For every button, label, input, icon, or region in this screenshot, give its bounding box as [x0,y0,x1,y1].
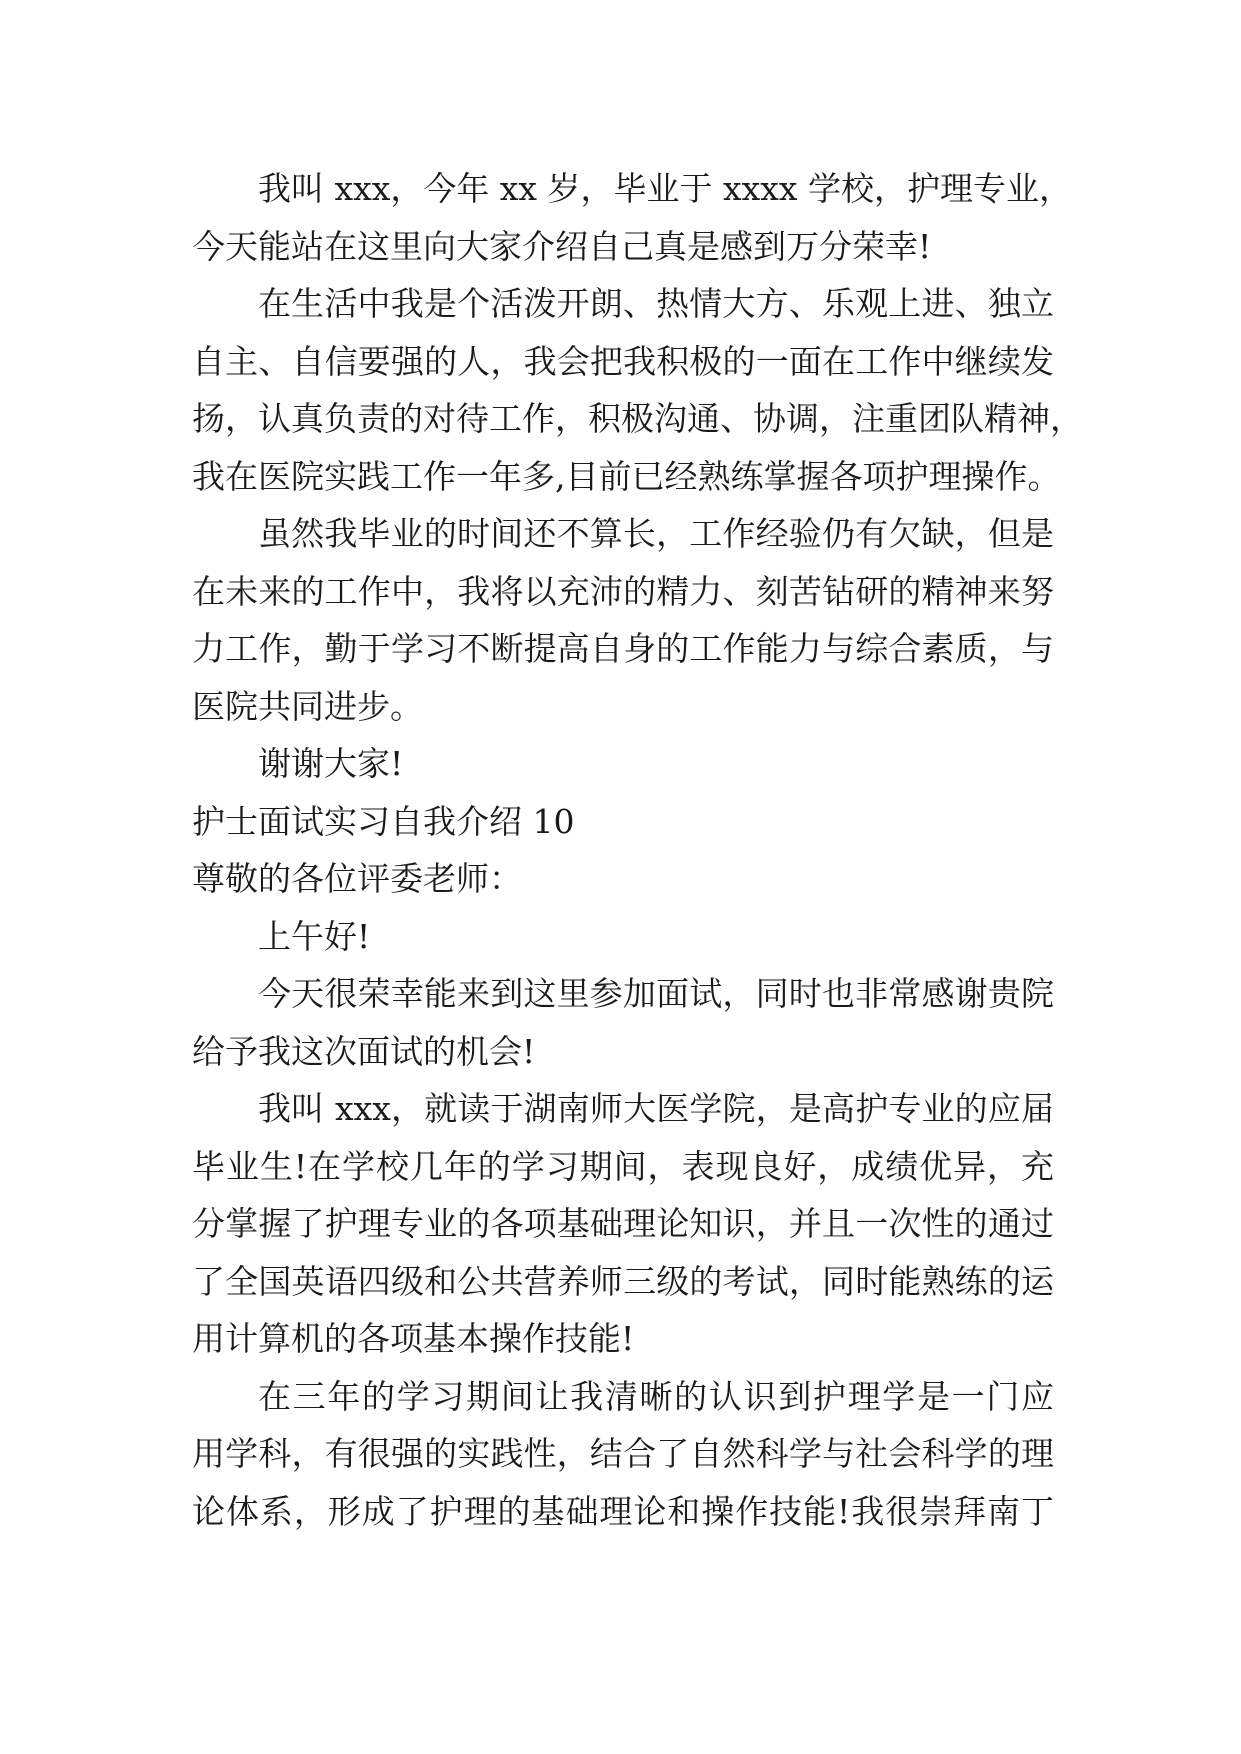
text-line: 扬，认真负责的对待工作，积极沟通、协调，注重团队精神， [192,399,1083,438]
text-line: 论体系，形成了护理的基础理论和操作技能!我很崇拜南丁 [192,1491,1054,1531]
text-line: 我在医院实践工作一年多,目前已经熟练掌握各项护理操作。 [192,456,1061,496]
text-line: 谢谢大家! [258,744,404,783]
text-line: 用计算机的各项基本操作技能! [192,1319,635,1358]
text-line: 我叫 xxx，今年 xx 岁，毕业于 xxxx 学校，护理专业， [258,169,1072,208]
text-line: 在三年的学习期间让我清晰的认识到护理学是一门应 [258,1376,1054,1416]
text-line: 在生活中我是个活泼开朗、热情大方、乐观上进、独立 [258,284,1054,323]
text-line: 医院共同进步。 [192,686,423,726]
text-line: 力工作，勤于学习不断提高自身的工作能力与综合素质，与 [192,629,1054,668]
text-line: 上午好! [258,916,371,956]
document-body [192,160,1083,1540]
text-line: 今天很荣幸能来到这里参加面试，同时也非常感谢贵院 [258,974,1054,1013]
text-line: 今天能站在这里向大家介绍自己真是感到万分荣幸! [192,226,932,266]
text-line: 毕业生!在学校几年的学习期间，表现良好，成绩优异，充 [192,1146,1054,1186]
text-line: 了全国英语四级和公共营养师三级的考试，同时能熟练的运 [192,1261,1054,1301]
text-line: 分掌握了护理专业的各项基础理论知识，并且一次性的通过 [192,1204,1054,1243]
text-line: 护士面试实习自我介绍 10 [192,801,575,841]
text-line: 用学科，有很强的实践性，结合了自然科学与社会科学的理 [192,1434,1054,1473]
text-line: 自主、自信要强的人，我会把我积极的一面在工作中继续发 [192,341,1054,381]
text-line: 虽然我毕业的时间还不算长，工作经验仍有欠缺，但是 [258,514,1054,553]
text-line: 尊敬的各位评委老师： [192,859,522,898]
text-line: 给予我这次面试的机会! [192,1031,536,1071]
text-line: 在未来的工作中，我将以充沛的精力、刻苦钻研的精神来努 [192,571,1054,611]
text-line: 我叫 xxx，就读于湖南师大医学院，是高护专业的应届 [258,1089,1054,1128]
